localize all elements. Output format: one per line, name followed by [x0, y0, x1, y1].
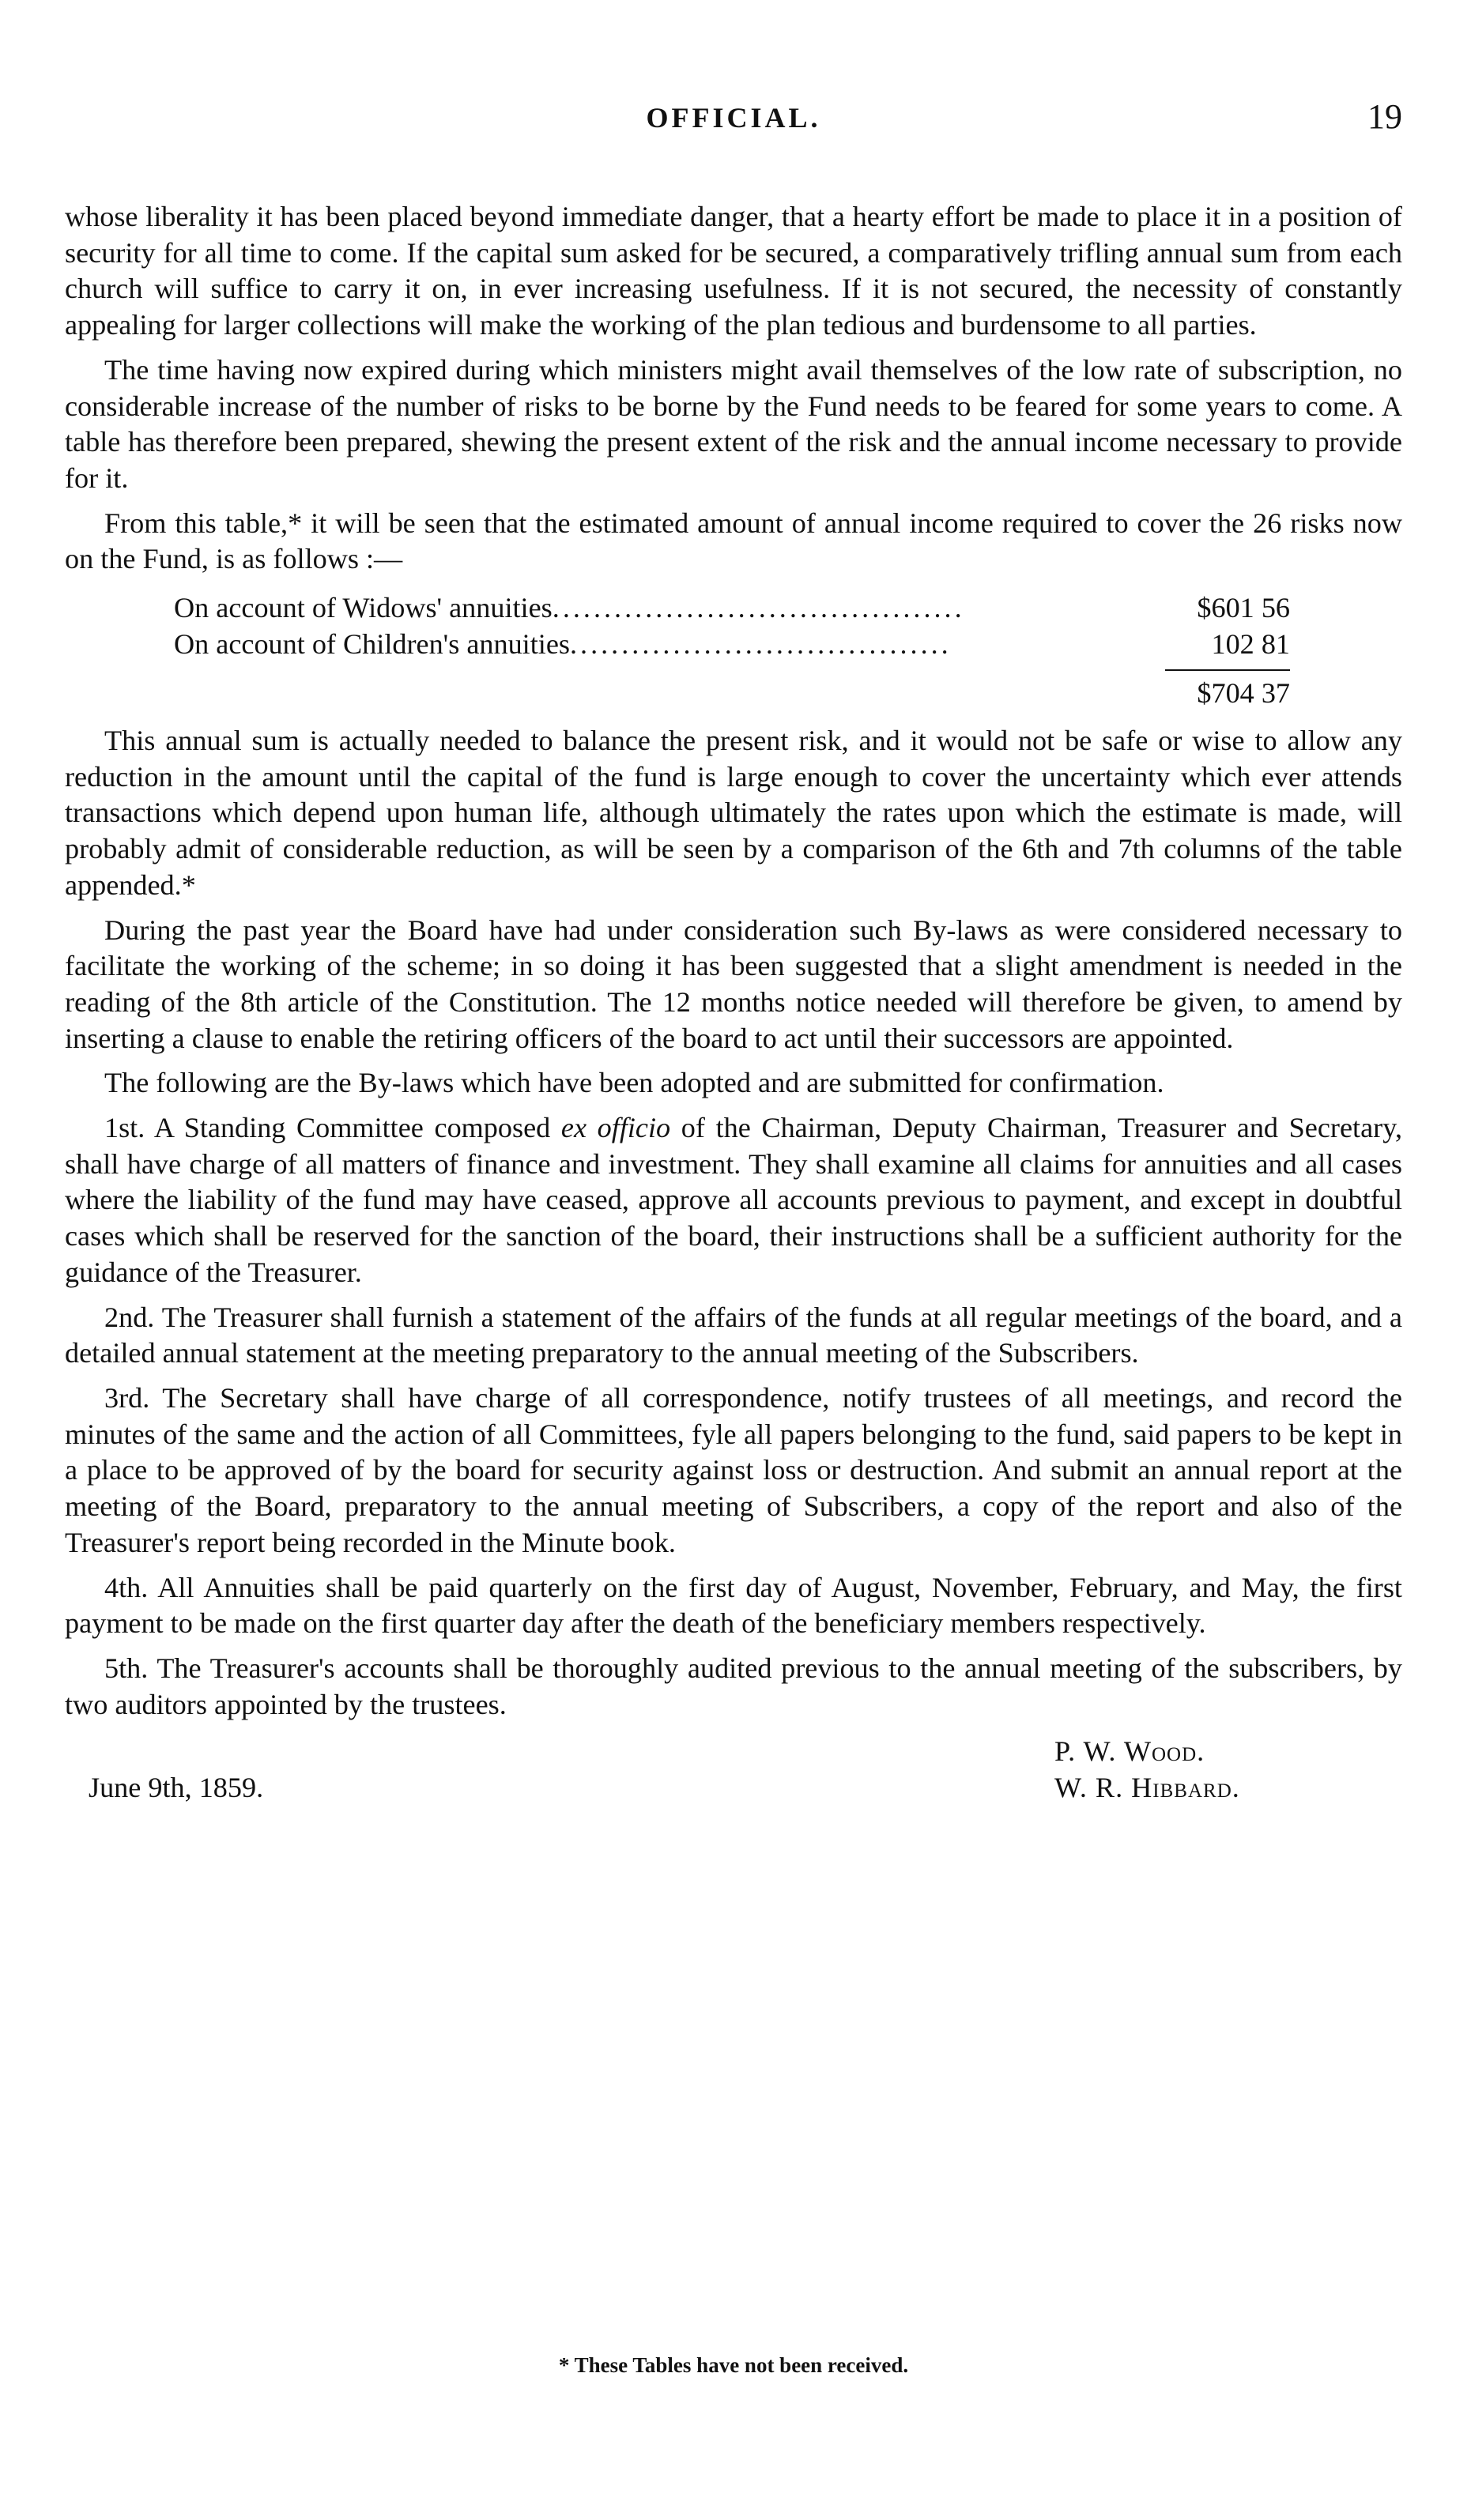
bylaw-item: 2nd. The Treasurer shall furnish a statement of the affairs of the funds at all regular meetings of the board, and a detailed annual statement at the meeting preparatory to the annual meeting of the Subscribers.	[65, 1301, 1402, 1369]
summary-row	[174, 627, 1290, 663]
body-text	[65, 199, 1402, 1813]
paragraph: During the past year the Board have had under consideration such By-laws as were considered necessary to facilitate the working of the scheme; in so doing it has been suggested that a slight amendment is needed in the reading of the 8th article of the Constitution. The 12 months notice needed will therefore be given, to amend by inserting a clause to enable the retiring officers of the board to act until their successors are appointed.	[65, 913, 1402, 1054]
bylaw-item: 3rd. The Secretary shall have charge of all correspondence, notify trustees of all meetings, and record the minutes of the same and the action of all Committees, fyle all papers belonging to the fund, said papers to be kept in a place to be approved of by the board for security against loss or destruction. And submit an annual report at the meeting of the Board, preparatory to the annual meeting of Subscribers, a copy of the report and also of the Treasurer's report being recorded in the Minute book.	[65, 1381, 1402, 1558]
signature-date: June 9th, 1859.	[89, 1772, 264, 1804]
paragraph-continued: whose liberality it has been placed beyond immediate danger, that a hearty effort be made to place it in a position of security for all time to come. If the capital sum asked for be secured, a comparatively trifling annual sum from each church will suffice to carry it on, in ever increasing usefulness. If it is not secured, the necessity of constantly appealing for larger collections will make the working of the plan tedious and burdensome to all parties.	[65, 201, 1402, 341]
page-header	[65, 97, 1402, 149]
page	[65, 0, 1402, 2520]
bylaw-text: of the Chairman, Deputy Chairman, Treasurer and Secretary, shall have charge of all matters of finance and investment. They shall examine all claims for annuities and all cases where the liability of the fund may have ceased, approve all accounts previous to payment, and except in doubtful cases which shall be reserved for the sanction of the board, their instructions shall be a sufficient authority for the guidance of the Treasurer.	[65, 1112, 1402, 1288]
latin-phrase: ex officio	[560, 1112, 671, 1144]
summary-amount: 102 81	[1211, 628, 1290, 661]
paragraph: This annual sum is actually needed to balance the present risk, and it would not be safe or wise to allow any reduction in the amount until the capital of the fund is large enough to cover the uncertainty which ever attends transactions which depend upon human life, although ultimately the rates upon which the estimate is made, will probably admit of considerable reduction, as will be seen by a comparison of the 6th and 7th columns of the table appended.*	[65, 725, 1402, 901]
footnote: * These Tables have not been received.	[558, 2353, 909, 2377]
bylaw-item: 5th. The Treasurer's accounts shall be thoroughly audited previous to the annual meeting of the subscribers, by two auditors appointed by the trustees.	[65, 1652, 1402, 1720]
bylaw-item	[65, 1110, 1402, 1291]
summary-row	[174, 590, 1290, 627]
bylaw-item: 4th. All Annuities shall be paid quarterly on the first day of August, November, February, and May, the first payment to be made on the first quarter day after the death of the beneficiary members respectively.	[65, 1571, 1402, 1640]
signatory-names	[1054, 1734, 1371, 1806]
page-number: 19	[1367, 97, 1402, 136]
summary-amount: $601 56	[1197, 592, 1290, 624]
summary-label: On account of Widows' annuities	[174, 592, 553, 624]
summary-total: $704 37	[1197, 677, 1290, 710]
signatory: P. W. Wood.	[1054, 1735, 1205, 1768]
running-head: OFFICIAL.	[646, 102, 821, 134]
annual-income-summary	[65, 590, 1402, 715]
summary-label: On account of Children's annuities	[174, 628, 570, 661]
paragraph: The time having now expired during which ministers might avail themselves of the low rate of subscription, no considerable increase of the number of risks to be borne by the Fund needs to be feared for some years to come. A table has therefore been prepared, shewing the present extent of the risk and the annual income necessary to provide for it.	[65, 353, 1402, 494]
signatory: W. R. Hibbard.	[1054, 1772, 1240, 1804]
signature-block	[65, 1734, 1402, 1813]
paragraph: From this table,* it will be seen that the estimated amount of annual income required to cover the 26 risks now on the Fund, is as follows :—	[65, 507, 1402, 575]
leader-dots: ........................................	[552, 592, 965, 624]
leader-dots: .....................................	[569, 628, 952, 661]
bylaw-text: 1st. A Standing Committee composed	[104, 1112, 561, 1144]
paragraph: The following are the By-laws which have been adopted and are submitted for confirmation.	[104, 1067, 1164, 1099]
